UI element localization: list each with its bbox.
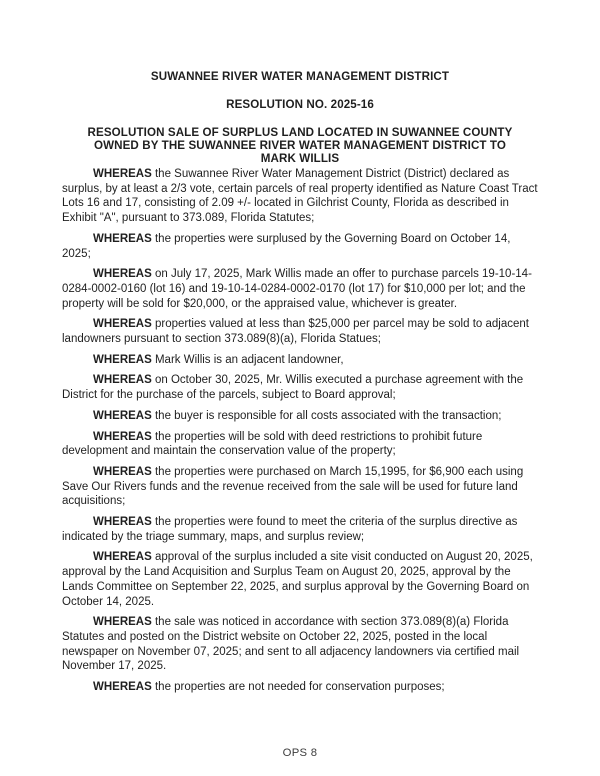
whereas-lead: WHEREAS	[93, 465, 152, 478]
paragraph-text: the properties were purchased on March 15,1995, for $6,900 each using Save Our Rivers funds and the revenue received from the sale will be used for future land acquisitions;	[62, 465, 524, 508]
whereas-lead: WHEREAS	[93, 353, 152, 366]
whereas-paragraph	[62, 167, 540, 226]
whereas-paragraph	[62, 515, 540, 544]
whereas-lead: WHEREAS	[93, 616, 152, 629]
paragraph-text: properties valued at less than $25,000 per parcel may be sold to adjacent landowners pursuant to section 373.089(8)(a), Florida Statues;	[62, 318, 529, 346]
whereas-paragraph	[62, 267, 540, 311]
paragraph-text: the buyer is responsible for all costs associated with the transaction;	[151, 409, 502, 422]
paragraph-text: the Suwannee River Water Management District (District) declared as surplus, by at least a 2/3 vote, certain parcels of real property identified as Nature Coast Tract Lots 16 and 17, consisting of 2.09 +/- located in Gilchrist County, Florida as described in Exhibit "A", pursuant to 373.089, Florida Statutes;	[62, 168, 538, 225]
paragraph-text: the properties are not needed for conservation purposes;	[151, 681, 445, 694]
whereas-lead: WHEREAS	[93, 409, 152, 422]
whereas-lead: WHEREAS	[93, 374, 152, 387]
document-title-line-1: RESOLUTION SALE OF SURPLUS LAND LOCATED IN SUWANNEE COUNTY	[87, 126, 513, 139]
paragraph-text: on October 30, 2025, Mr. Willis executed a purchase agreement with the District for the purchase of the parcels, subject to Board approval;	[62, 374, 524, 402]
whereas-paragraph	[62, 373, 540, 402]
paragraph-text: Mark Willis is an adjacent landowner,	[151, 353, 344, 366]
whereas-paragraph	[62, 615, 540, 674]
whereas-lead: WHEREAS	[93, 168, 152, 180]
paragraph-text: the properties were found to meet the criteria of the surplus directive as indicated by the triage summary, maps, and surplus review;	[62, 516, 518, 543]
page-footer-label: OPS 8	[282, 747, 318, 759]
document-title-line-2: OWNED BY THE SUWANNEE RIVER WATER MANAGEMENT DISTRICT TO	[93, 139, 507, 153]
paragraph-text: approval of the surplus included a site visit conducted on August 20, 2025, approval by the Land Acquisition and Surplus Team on August 20, 2025, approval by the Lands Committee on September 22, 2025, and surplus approval by the Governing Board on October 14, 2025.	[62, 551, 533, 608]
whereas-paragraph	[62, 680, 540, 695]
whereas-paragraph	[62, 317, 540, 346]
document-title-line-3: MARK WILLIS	[260, 152, 340, 166]
whereas-paragraph	[62, 465, 540, 509]
resolution-number: RESOLUTION NO. 2025-16	[226, 98, 374, 111]
whereas-paragraph	[62, 353, 540, 368]
paragraph-text: the properties were surplused by the Governing Board on October 14, 2025;	[62, 232, 511, 260]
paragraph-text: the properties will be sold with deed restrictions to prohibit future development and maintain the conservation value of the property;	[62, 430, 483, 458]
whereas-lead: WHEREAS	[93, 232, 152, 245]
whereas-paragraph	[62, 232, 540, 261]
whereas-paragraph	[62, 409, 540, 424]
whereas-lead: WHEREAS	[93, 268, 152, 281]
paragraph-text: on July 17, 2025, Mark Willis made an offer to purchase parcels 19-10-14-0284-0002-0160 (lot 16) and 19-10-14-0284-0002-0170 (lot 17) for $10,000 per lot; and the property will be sold for $20,000, or the appraised value, whichever is greater.	[62, 268, 532, 310]
whereas-lead: WHEREAS	[93, 430, 152, 443]
resolution-body	[62, 167, 540, 695]
organization-title: SUWANNEE RIVER WATER MANAGEMENT DISTRICT	[150, 70, 450, 83]
whereas-lead: WHEREAS	[93, 681, 152, 694]
paragraph-text: the sale was noticed in accordance with section 373.089(8)(a) Florida Statutes and posted on the District website on October 22, 2025, posted in the local newspaper on November 07, 2025; and sent to all adjacency landowners via certified mail November 17, 2025.	[62, 616, 520, 673]
whereas-paragraph	[62, 550, 540, 609]
whereas-lead: WHEREAS	[93, 516, 152, 529]
whereas-paragraph	[62, 430, 540, 459]
whereas-lead: WHEREAS	[93, 318, 152, 331]
whereas-lead: WHEREAS	[93, 551, 152, 564]
document-title	[0, 126, 600, 166]
